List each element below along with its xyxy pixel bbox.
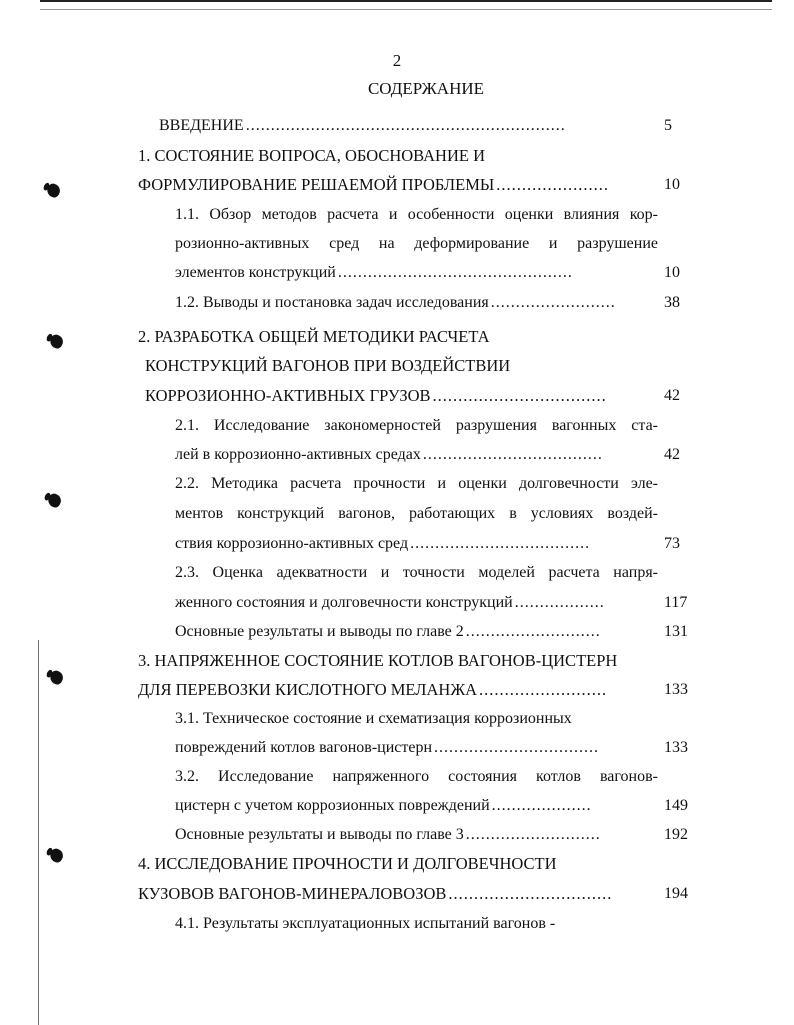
toc-leader-dots: ................................................................	[245, 117, 566, 134]
toc-chapter-4-line1: 4. ИССЛЕДОВАНИЕ ПРОЧНОСТИ И ДОЛГОВЕЧНОСТИ	[138, 854, 557, 873]
toc-leader-dots: .........................	[479, 680, 608, 699]
punch-hole-mark	[48, 333, 65, 350]
toc-entry-label: Основные результаты и выводы по главе 3	[175, 826, 464, 843]
toc-entry-label: ВВЕДЕНИЕ	[159, 117, 244, 134]
toc-page-number: 42	[664, 446, 680, 463]
toc-entry-chapter-4	[138, 884, 658, 904]
toc-page-number: 10	[664, 176, 680, 193]
toc-leader-dots: .................................	[434, 739, 600, 756]
toc-page-number: 131	[664, 623, 688, 640]
toc-entry-label: ФОРМУЛИРОВАНИЕ РЕШАЕМОЙ ПРОБЛЕМЫ	[138, 175, 495, 194]
toc-section-2-2-line2: ментов конструкций вагонов, работающих в условиях воздей-	[175, 505, 658, 522]
toc-leader-dots: ...........................	[465, 623, 601, 640]
toc-section-4-1-line1: 4.1. Результаты эксплуатационных испытаний вагонов -	[175, 915, 556, 932]
toc-chapter-2-line1: 2. РАЗРАБОТКА ОБЩЕЙ МЕТОДИКИ РАСЧЕТА	[138, 327, 490, 346]
toc-entry-section-2-3	[175, 593, 658, 613]
toc-entry-label: цистерн с учетом коррозионных повреждений	[175, 797, 490, 814]
punch-hole-mark	[48, 669, 65, 686]
toc-entry-chapter-2	[145, 386, 658, 406]
toc-leader-dots: ....................................	[410, 535, 591, 552]
toc-entry-chapter-2-results	[175, 622, 658, 642]
toc-page-number: 133	[664, 739, 688, 756]
toc-leader-dots: ..................	[514, 594, 605, 611]
toc-entry-chapter-3-results	[175, 825, 658, 845]
toc-entry-section-1-2	[175, 293, 658, 313]
toc-entry-label: ДЛЯ ПЕРЕВОЗКИ КИСЛОТНОГО МЕЛАНЖА	[138, 680, 478, 699]
toc-section-2-3-line1: 2.3. Оценка адекватности и точности моделей расчета напря-	[175, 564, 658, 581]
toc-entry-section-2-1	[175, 445, 658, 465]
toc-page-number: 42	[664, 387, 680, 404]
toc-leader-dots: ...............................................	[337, 264, 573, 281]
toc-entry-chapter-3	[138, 680, 658, 700]
toc-entry-label: женного состояния и долговечности конструкций	[175, 594, 513, 611]
toc-page-number: 133	[664, 681, 688, 698]
toc-entry-section-1-1	[175, 263, 658, 283]
toc-entry-label: КУЗОВОВ ВАГОНОВ-МИНЕРАЛОВОЗОВ	[138, 884, 447, 903]
toc-leader-dots: ..................................	[432, 386, 607, 405]
toc-leader-dots: .........................	[490, 294, 616, 311]
toc-chapter-3-line1: 3. НАПРЯЖЕННОЕ СОСТОЯНИЕ КОТЛОВ ВАГОНОВ-ЦИСТЕРН	[138, 651, 618, 670]
toc-entry-section-3-1	[175, 738, 658, 758]
toc-page-number: 117	[664, 594, 688, 611]
toc-leader-dots: ................................	[448, 884, 613, 903]
toc-chapter-1-line1: 1. СОСТОЯНИЕ ВОПРОСА, ОБОСНОВАНИЕ И	[138, 146, 486, 165]
toc-page-number: 5	[664, 117, 672, 134]
scan-edge-left	[38, 640, 39, 1025]
toc-section-3-1-line1: 3.1. Техническое состояние и схематизация коррозионных	[175, 710, 572, 727]
punch-hole-mark	[48, 847, 65, 864]
toc-page-number: 149	[664, 797, 688, 814]
toc-section-2-1-line1: 2.1. Исследование закономерностей разрушения вагонных ста-	[175, 417, 658, 434]
toc-leader-dots: ....................	[491, 797, 592, 814]
toc-section-2-2-line1: 2.2. Методика расчета прочности и оценки долговечности эле-	[175, 475, 658, 492]
toc-page-number: 10	[664, 264, 680, 281]
toc-chapter-2-line2: КОНСТРУКЦИЙ ВАГОНОВ ПРИ ВОЗДЕЙСТВИИ	[145, 356, 511, 375]
toc-leader-dots: ......................	[496, 175, 610, 194]
scan-border-top	[40, 0, 772, 2]
toc-section-1-1-line2: розионно-активных сред на деформирование и разрушение	[175, 235, 658, 252]
toc-page-number: 192	[664, 826, 688, 843]
page-title: СОДЕРЖАНИЕ	[367, 79, 485, 98]
toc-leader-dots: ...........................	[465, 826, 601, 843]
toc-entry-label: лей в коррозионно-активных средах	[175, 446, 421, 463]
toc-entry-intro	[159, 116, 643, 136]
toc-entry-section-3-2	[175, 796, 658, 816]
toc-entry-label: ствия коррозионно-активных сред	[175, 535, 409, 552]
punch-hole-mark	[46, 492, 63, 509]
toc-entry-label: Основные результаты и выводы по главе 2	[175, 623, 464, 640]
toc-page-number: 194	[664, 885, 688, 902]
page-number: 2	[392, 51, 402, 70]
toc-entry-label: 1.2. Выводы и постановка задач исследования	[175, 294, 489, 311]
scan-border-line	[40, 9, 772, 10]
toc-page-number: 73	[664, 535, 680, 552]
toc-entry-label: повреждений котлов вагонов-цистерн	[175, 739, 433, 756]
toc-section-1-1-line1: 1.1. Обзор методов расчета и особенности оценки влияния кор-	[175, 206, 658, 223]
punch-hole-mark	[45, 182, 62, 199]
toc-entry-section-2-2	[175, 534, 658, 554]
toc-section-3-2-line1: 3.2. Исследование напряженного состояния котлов вагонов-	[175, 768, 658, 785]
toc-entry-label: КОРРОЗИОННО-АКТИВНЫХ ГРУЗОВ	[145, 386, 431, 405]
toc-entry-label: элементов конструкций	[175, 264, 336, 281]
toc-page-number: 38	[664, 294, 680, 311]
toc-entry-chapter-1	[138, 175, 658, 195]
toc-leader-dots: ....................................	[422, 446, 603, 463]
